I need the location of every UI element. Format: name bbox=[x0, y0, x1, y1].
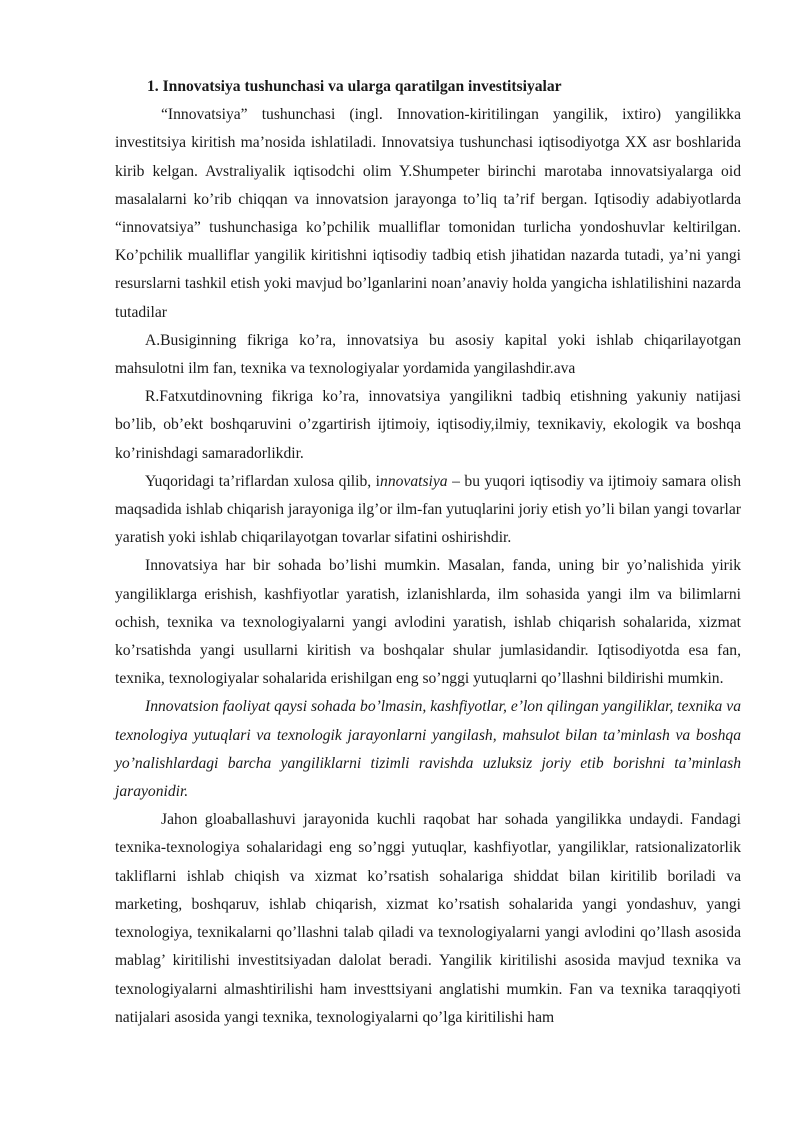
paragraph-busigin: A.Busiginning fikriga ko’ra, innovatsiya bu asosiy kapital yoki ishlab chiqarilayotgan mahsulotni ilm fan, texnika va texnologiyalar yordamida yangilashdir.ava bbox=[115, 331, 741, 378]
paragraph-fatxutdinov: R.Fatxutdinovning fikriga ko’ra, innovatsiya yangilikni tadbiq etishning yakuniy natijasi bo’lib, ob’ekt boshqaruvini o’zgartirish ijtimoiy, iqtisodiy,ilmiy, texnikaviy, ekologik va boshqa ko’rinishdagi samaradorlikdir. bbox=[115, 388, 741, 462]
paragraph-globalization: Jahon gloaballashuvi jarayonida kuchli raqobat har sohada yangilikka undaydi. Fandagi texnika-texnologiya sohalaridagi eng so’nggi yutuqlar, kashfiyotlar, yangiliklar, ratsionalizatorlik takliflarni ishlab chiqish va xizmat ko’rsatish sohalariga shiddat bilan kiritilib boriladi va marketing, boshqaruv, ishlab chiqarish, xizmat ko’rsatish sohalarida yangi yondashuv, yangi texnologiya, texnikalarni qo’llashni talab qiladi va texnologiyalarni yangi avlodini qo’llash asosida mablag’ kiritilishi investitsiyadan dalolat beradi. Yangilik kiritilishi asosida mavjud texnika va texnologiyalarni almashtirilishi ham investtsiyani anglatishi mumkin. Fan va texnika taraqqiyoti natijalari asosida yangi texnika, texnologiyalarni qo’lga kiritilishi ham bbox=[115, 811, 741, 1026]
paragraph-conclusion-start: Yuqoridagi ta’riflardan xulosa qilib, i bbox=[145, 472, 381, 490]
paragraph-innovation-definition: “Innovatsiya” tushunchasi (ingl. Innovation-kiritilingan yangilik, ixtiro) yangilikka investitsiya kiritish ma’nosida ishlatiladi. Innovatsiya tushunchasi iqtisodiyotga XX asr boshlarida kirib kelgan. Avstraliyalik iqtisodchi olim Y.Shumpeter birinchi marotaba innovatsiyalarga oid masalalarni ko’rib chiqqan va innovatsion jarayonga to’liq ta’rif bergan. Iqtisodiy adabiyotlarda “innovatsiya” tushunchasiga ko’pchilik mualliflar tomonidan turlicha yondoshuvlar keltirilgan. Ko’pchilik mualliflar yangilik kiritishni iqtisodiy tadbiq etish jihatidan nazarda tutadi, ya’ni yangi resurslarni tashkil etish yoki mavjud bo’lganlarini noan’anaviy holda yangicha ishlatilishini nazarda tutadilar bbox=[115, 106, 741, 321]
paragraph-innovation-spheres: Innovatsiya har bir sohada bo’lishi mumkin. Masalan, fanda, uning bir yo’nalishida yirik yangiliklarga erishish, kashfiyotlar yaratish, izlanishlarda, ilm sohasida yangi ilm va bilimlarni ochish, texnika va texnologiyalarni yangi avlodini yaratish, ishlab chiqarish sohalarida, xizmat ko’rsatishda yangi usullarni kiritish va boshqalar shular jumlasidandir. Iqtisodiyotda esa fan, texnika, texnologiyalar sohalarida erishilgan eng so’nggi yutuqlarni qo’llashni bildirishi mumkin. bbox=[115, 557, 741, 688]
paragraph-conclusion bbox=[115, 468, 741, 553]
paragraph-conclusion-end: – bu yuqori iqtisodiy va ijtimoiy samara olish maqsadida ishlab chiqarish jarayoniga ilg’or ilm-fan yutuqlarini joriy etish yo’li bilan yangi tovarlar yaratish yoki ishlab chiqarilayotgan tovarlar sifatini oshirishdir. bbox=[115, 472, 741, 547]
paragraph-innovative-activity: Innovatsion faoliyat qaysi sohada bo’lmasin, kashfiyotlar, e’lon qilingan yangiliklar, texnika va texnologiya yutuqlari va texnologik jarayonlarni yangilash, mahsulot bilan ta’minlash va boshqa yo’nalishlardagi barcha yangiliklarni tizimli ravishda uzluksiz joriy etib borishni ta’minlash jarayonidir. bbox=[115, 698, 741, 801]
paragraph-conclusion-term: nnovatsiya bbox=[380, 472, 448, 490]
section-heading: 1. Innovatsiya tushunchasi va ularga qaratilgan investitsiyalar bbox=[147, 78, 562, 95]
document-page bbox=[115, 70, 741, 1032]
